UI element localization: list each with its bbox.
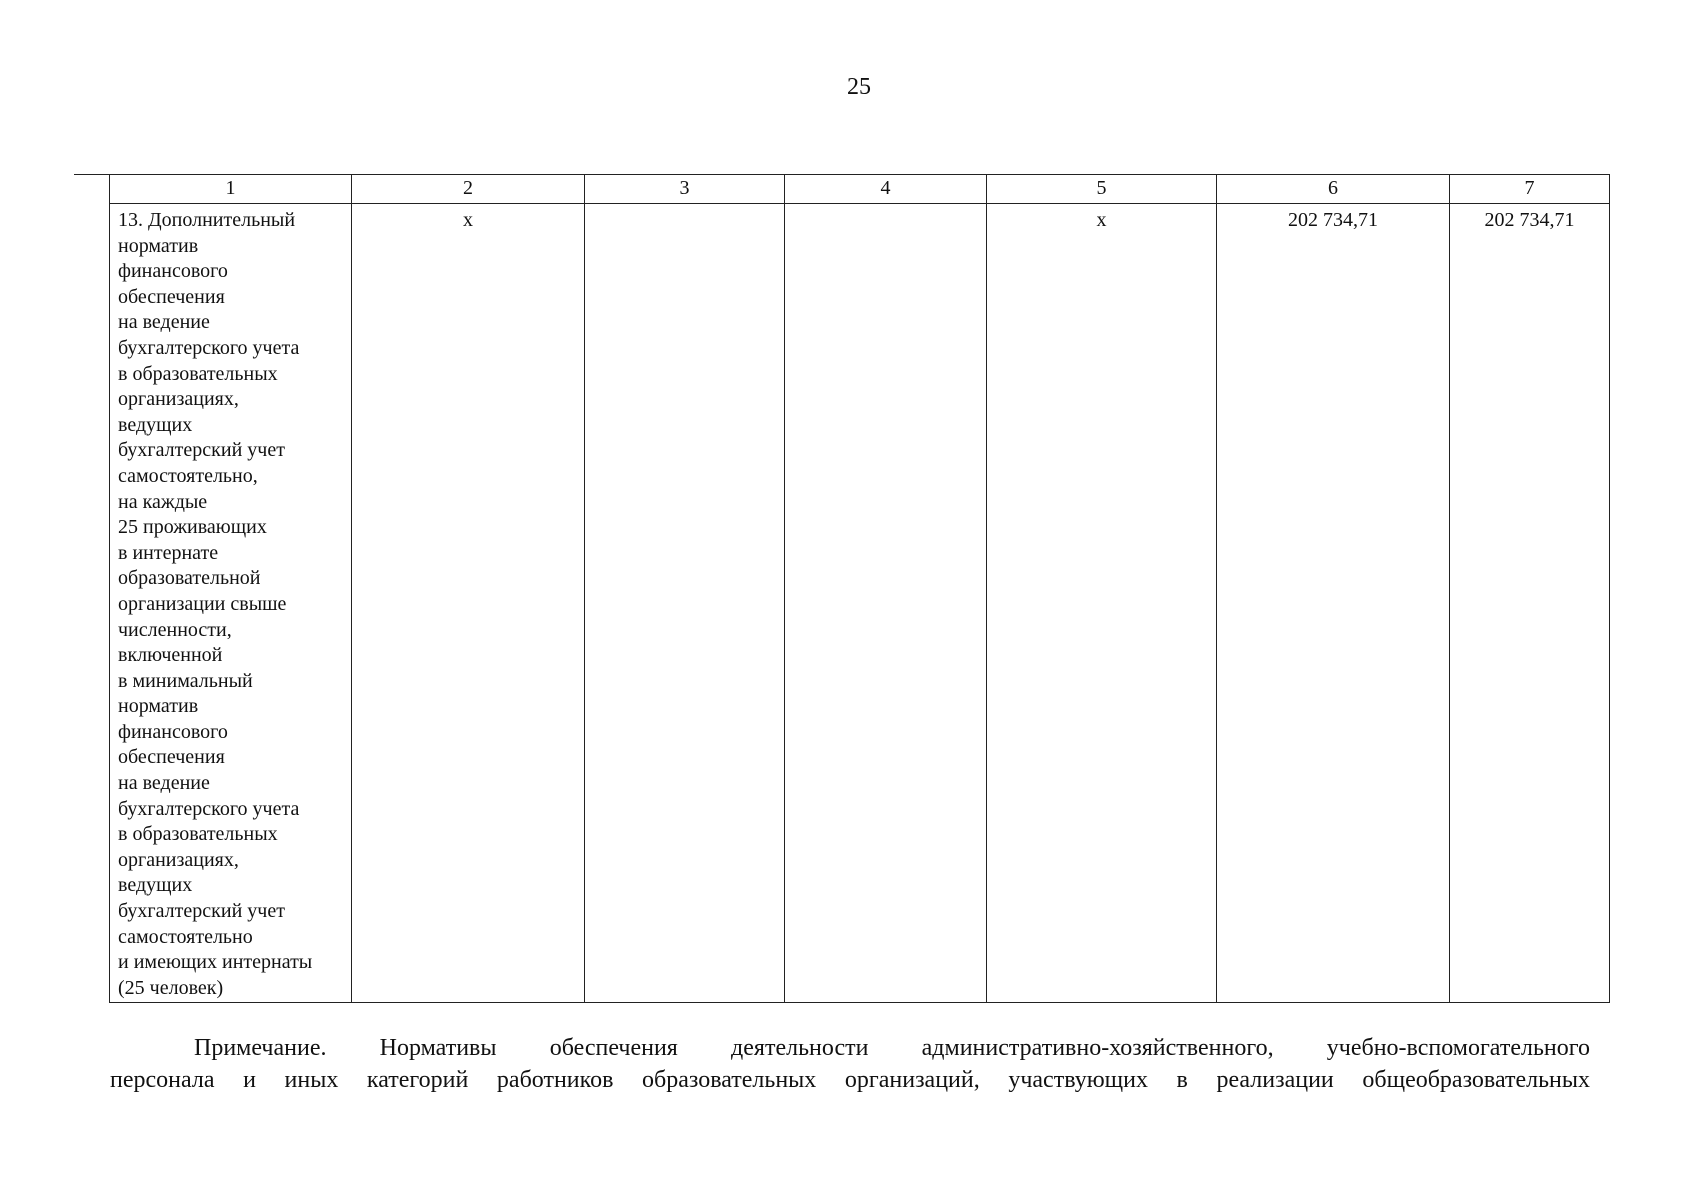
description-line: норматив	[118, 695, 199, 718]
cell-col-4	[785, 204, 987, 1003]
page-number: 25	[847, 74, 871, 100]
description-line: бухгалтерского учета	[118, 336, 300, 359]
description-line: обеспечения	[118, 746, 225, 769]
description-line: бухгалтерского учета	[118, 797, 300, 820]
description-line: (25 человек)	[118, 976, 224, 999]
description-line: в интернате	[118, 541, 219, 564]
description-line: 13. Дополнительный	[118, 209, 296, 231]
description-line: и имеющих интернаты	[118, 951, 313, 974]
table-row	[110, 204, 1610, 1003]
header-col-7: 7	[1450, 175, 1610, 204]
description-line: численности,	[118, 618, 232, 641]
footnote-line-2: персонала и иных категорий работников образовательных организаций, участвующих в реализации общеобразовательных	[110, 1067, 1590, 1093]
header-col-5: 5	[987, 175, 1217, 204]
description-line: бухгалтерский учет	[118, 439, 285, 462]
table-left-rule	[74, 174, 110, 175]
description-line: в образовательных	[118, 362, 278, 385]
description-line: организациях,	[118, 388, 239, 411]
description-line: организации свыше	[118, 592, 287, 615]
cell-col-6: 202 734,71	[1217, 204, 1450, 1003]
description-line: образовательной	[118, 567, 261, 590]
row-description	[110, 204, 352, 1003]
description-line: обеспечения	[118, 285, 225, 308]
header-col-3: 3	[585, 175, 785, 204]
header-col-1: 1	[110, 175, 352, 204]
header-col-2: 2	[352, 175, 585, 204]
description-line: на ведение	[118, 772, 210, 795]
cell-col-5: x	[987, 204, 1217, 1003]
header-col-6: 6	[1217, 175, 1450, 204]
footnote-line-1: Примечание. Нормативы обеспечения деятельности административно-хозяйственного, учебно-вспомогательного	[194, 1035, 1590, 1061]
table-header-row	[110, 175, 1610, 204]
description-line: на ведение	[118, 311, 210, 334]
footnote	[110, 1032, 1590, 1096]
description-line: финансового	[118, 260, 228, 283]
description-line: норматив	[118, 234, 199, 257]
description-line: самостоятельно,	[118, 464, 258, 487]
description-line: ведущих	[118, 874, 193, 897]
cell-col-3	[585, 204, 785, 1003]
description-line: самостоятельно	[118, 925, 253, 948]
description-line: финансового	[118, 720, 228, 743]
description-line: ведущих	[118, 413, 193, 436]
description-line: бухгалтерский учет	[118, 900, 285, 923]
description-line: в минимальный	[118, 669, 253, 692]
description-line: организациях,	[118, 848, 239, 871]
description-line: 25 проживающих	[118, 516, 267, 539]
header-col-4: 4	[785, 175, 987, 204]
description-line: на каждые	[118, 490, 208, 513]
description-line: в образовательных	[118, 823, 278, 846]
description-line: включенной	[118, 644, 223, 667]
norms-table	[109, 174, 1610, 1003]
cell-col-7: 202 734,71	[1450, 204, 1610, 1003]
cell-col-2: x	[352, 204, 585, 1003]
